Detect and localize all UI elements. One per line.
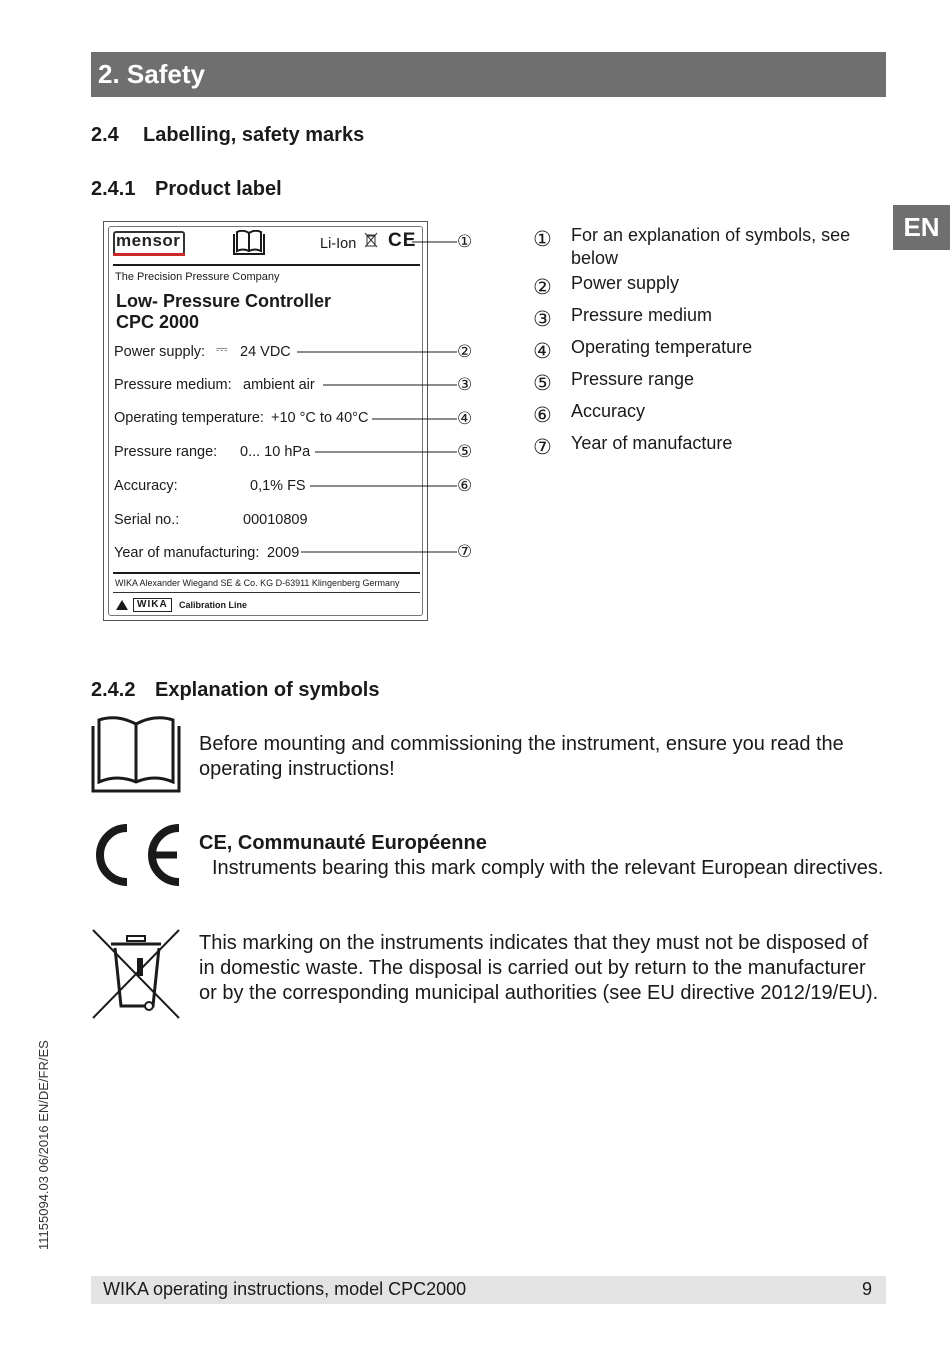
- callout-1: ①: [457, 232, 473, 252]
- section-number: 2.4: [91, 124, 119, 146]
- legend-text-7: Year of manufacture: [571, 433, 733, 453]
- chapter-title: 2. Safety: [91, 52, 886, 97]
- read-manual-icon: [91, 716, 181, 794]
- subsection-title: Product label: [155, 178, 282, 200]
- manufacturer-address: WIKA Alexander Wiegand SE & Co. KG D-63911 Klingenberg Germany: [115, 578, 400, 588]
- pressure-range-label: Pressure range:: [114, 444, 218, 460]
- legend-num-5: ⑤: [533, 371, 552, 395]
- footer-title: WIKA operating instructions, model CPC2000: [103, 1279, 467, 1299]
- weee-text-line2: in domestic waste. The disposal is carried out by return to the manufacturer: [199, 957, 866, 979]
- pressure-medium-value: ambient air: [243, 377, 315, 393]
- calibration-line: Calibration Line: [179, 600, 248, 610]
- power-supply-value: 24 VDC: [240, 344, 291, 360]
- legend-item-1: [571, 224, 850, 270]
- section-title: Labelling, safety marks: [143, 124, 365, 146]
- pressure-medium-label: Pressure medium:: [114, 377, 232, 393]
- subsection-number: 2.4.1: [91, 178, 136, 200]
- page-number: 9: [862, 1279, 873, 1299]
- legend-text-3: Pressure medium: [571, 305, 713, 325]
- callout-3: ③: [457, 375, 473, 395]
- weee-bin-icon: [91, 928, 181, 1020]
- mensor-logo-text: mensor: [116, 231, 181, 250]
- callout-7: ⑦: [457, 542, 473, 562]
- callout-5: ⑤: [457, 442, 473, 462]
- pressure-range-value: 0... 10 hPa: [240, 444, 311, 460]
- legend-text-1b: below: [571, 248, 619, 268]
- operating-temperature-label: Operating temperature:: [114, 410, 264, 426]
- callout-6: ⑥: [457, 476, 473, 496]
- callout-4: ④: [457, 409, 473, 429]
- dc-symbol: ⎓: [216, 342, 228, 358]
- year-label: Year of manufacturing:: [114, 545, 260, 561]
- subsection-title: Explanation of symbols: [155, 679, 380, 701]
- ce-mark-icon: [91, 822, 181, 888]
- year-value: 2009: [267, 545, 300, 561]
- weee-text-line3: or by the corresponding municipal authorities (see EU directive 2012/19/EU).: [199, 982, 879, 1004]
- battery-type: Li-Ion: [320, 236, 357, 252]
- legend-num-2: ②: [533, 275, 552, 299]
- product-name: Low- Pressure Controller: [116, 291, 332, 311]
- legend-text-4: Operating temperature: [571, 337, 753, 357]
- ce-text: Instruments bearing this mark comply with the relevant European directives.: [212, 857, 884, 879]
- weee-text-line1: This marking on the instruments indicates that they must not be disposed of: [199, 932, 869, 954]
- language-tab[interactable]: EN: [893, 205, 950, 250]
- operating-temperature-value: +10 °C to 40°C: [271, 410, 369, 426]
- accuracy-label: Accuracy:: [114, 478, 178, 494]
- manual-text-line1: Before mounting and commissioning the instrument, ensure you read the: [199, 733, 844, 755]
- wika-logo: WIKA: [133, 598, 172, 612]
- subsection-heading-symbols: [91, 679, 380, 702]
- legend-num-3: ③: [533, 307, 552, 331]
- legend-num-1: ①: [533, 227, 552, 251]
- legend-text-5: Pressure range: [571, 369, 695, 389]
- product-model: CPC 2000: [116, 312, 200, 332]
- serial-value: 00010809: [243, 512, 308, 528]
- ce-title: CE, Communauté Européenne: [199, 832, 487, 854]
- subsection-number: 2.4.2: [91, 679, 136, 701]
- ce-mark-small: CE: [388, 230, 417, 251]
- serial-label: Serial no.:: [114, 512, 180, 528]
- legend-num-7: ⑦: [533, 435, 552, 459]
- callout-2: ②: [457, 342, 473, 362]
- legend-num-6: ⑥: [533, 403, 552, 427]
- weee-text: [199, 931, 878, 1006]
- accuracy-value: 0,1% FS: [250, 478, 306, 494]
- legend-text-1a: For an explanation of symbols, see: [571, 225, 851, 245]
- manual-text-line2: operating instructions!: [199, 758, 395, 780]
- legend-text-6: Accuracy: [571, 401, 646, 421]
- power-supply-label: Power supply:: [114, 344, 206, 360]
- document-number: 11155094.03 06/2016 EN/DE/FR/ES: [36, 1040, 51, 1250]
- manual-symbol-text: [199, 732, 844, 782]
- legend-num-4: ④: [533, 339, 552, 363]
- company-tagline: The Precision Pressure Company: [115, 271, 280, 283]
- legend-text-2: Power supply: [571, 273, 680, 293]
